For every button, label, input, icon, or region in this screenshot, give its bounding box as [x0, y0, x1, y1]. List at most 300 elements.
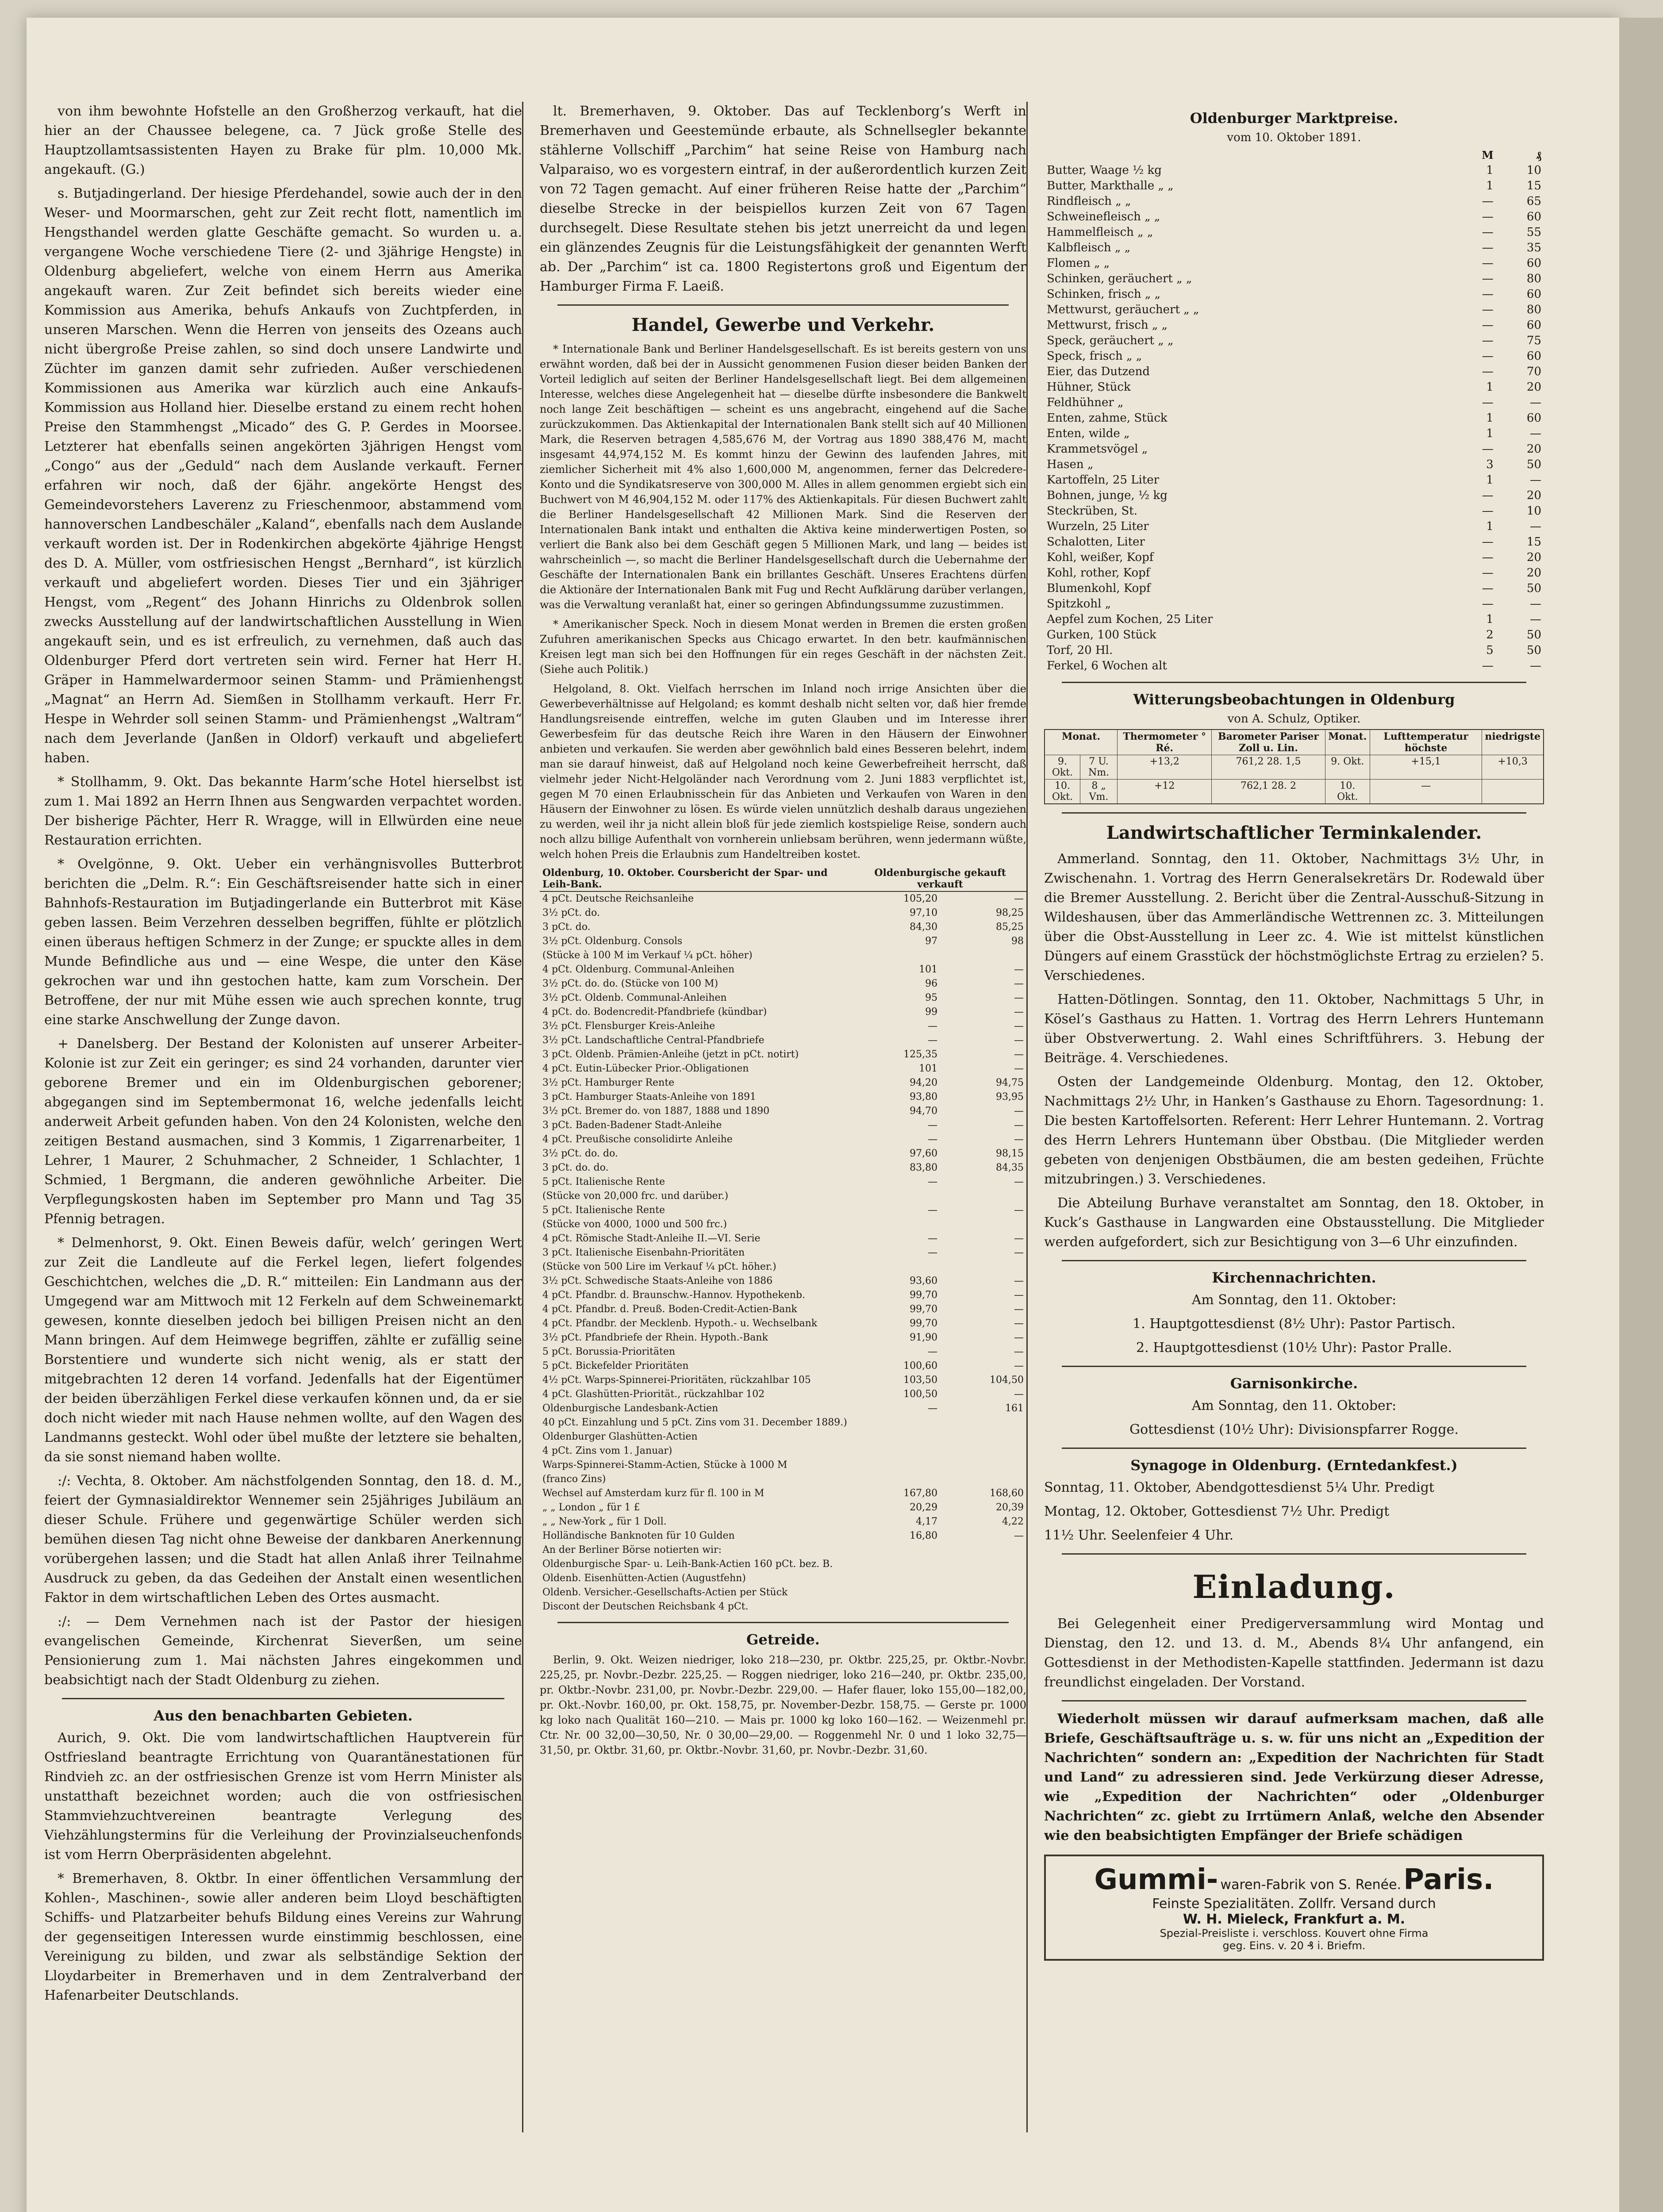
sell-price: —	[1014, 1006, 1024, 1018]
table-row	[1044, 488, 1544, 503]
table-row	[1044, 380, 1544, 395]
sell-price: —	[1014, 1176, 1024, 1187]
table-row	[1044, 287, 1544, 302]
market-item: Feldhühner „	[1047, 396, 1124, 409]
price-mark: —	[1482, 319, 1494, 332]
sell-price: 104,50	[990, 1375, 1024, 1386]
weather-cell: 762,1 28. 2	[1212, 780, 1325, 804]
market-date: vom 10. Oktober 1891.	[1227, 131, 1361, 144]
sell-price: 161	[1005, 1403, 1024, 1414]
price-pf: —	[1530, 613, 1541, 626]
table-row	[1044, 550, 1544, 565]
price-mark: —	[1482, 288, 1494, 301]
table-header: Oldenburg, 10. Oktober. Coursbericht der Spar- und Leih-Bank.	[540, 866, 854, 891]
article-paragraph: lt. Bremerhaven, 9. Oktober. Das auf Tecklenborg’s Werft in Bremerhaven und Geestemünde erbaute, als Schnellsegler bekannte stählerne Vollschiff „Parchim“ hat seine Reise von Hamburg nach Valparaiso, wo es vorgestern eintraf, in der außerordentlich kurzen Zeit von 72 Tagen gemacht. Auf einer früheren Reise hatte der „Parchim“ dieselbe Strecke in der beispiellos kurzen Zeit von 67 Tagen durchsegelt. Diese Resultate stehen bis jetzt unerreicht da und legen ein glänzendes Zeugnis für die Leistungsfähigkeit der genannten Werft ab. Der „Parchim“ ist ca. 1800 Registertons groß und Eigentum der Hamburger Firma F. Laeiß.	[540, 104, 1026, 294]
market-item: Blumenkohl, Kopf	[1047, 582, 1151, 595]
buy-price: —	[928, 1233, 938, 1244]
buy-price: 167,80	[903, 1488, 938, 1499]
buy-price	[854, 1430, 940, 1444]
sell-price: —	[1014, 893, 1024, 904]
sell-price	[940, 1557, 1026, 1571]
price-mark: —	[1482, 334, 1494, 347]
price-pf: 50	[1526, 458, 1541, 471]
weather-cell: 761,2 28. 1,5	[1212, 755, 1325, 780]
price-mark: —	[1482, 442, 1494, 456]
column-3	[1044, 102, 1544, 2132]
synagogue-line: Montag, 12. Oktober, Gottesdienst 7½ Uhr. Predigt	[1044, 1504, 1390, 1519]
buy-price: —	[928, 1247, 938, 1258]
buy-price: —	[928, 1346, 938, 1357]
price-mark: —	[1482, 349, 1494, 363]
ad-city: Paris.	[1403, 1863, 1494, 1896]
ad-line: geg. Eins. v. 20 ₰ i. Briefm.	[1222, 1939, 1366, 1952]
price-pf: —	[1530, 597, 1541, 611]
sell-price	[940, 1260, 1026, 1274]
synagogue-title: Synagoge in Oldenburg. (Erntedankfest.)	[1130, 1457, 1458, 1474]
sell-price: —	[1014, 1290, 1024, 1301]
table-row	[1044, 411, 1544, 426]
table-row	[1044, 643, 1544, 658]
price-mark: —	[1482, 303, 1494, 316]
article-paragraph: :/: — Dem Vernehmen nach ist der Pastor der hiesigen evangelischen Gemeinde, Kirchenrat Sieverßen, um seine Pensionierung zum 1. Mai nächsten Jahres eingekommen und beabsichtigt nach der Stadt Oldenburg zu ziehen.	[44, 1614, 522, 1688]
sell-price: —	[1014, 1049, 1024, 1060]
buy-price: 83,80	[910, 1162, 938, 1173]
column-2	[540, 102, 1026, 2132]
article-paragraph: + Danelsberg. Der Bestand der Kolonisten auf unserer Arbeiter-Kolonie ist zur Zeit ein geringer; es sind 24 vorhanden, darunter vier geborene Bremer und ein im Oldenburgischen geborener; abgegangen sind im Septembermonat 16, welche jedenfalls leicht anderweit Arbeit gefunden haben. Von den 24 Kolonisten, welche den zeitigen Bestand ausmachen, sind 3 Kommis, 1 Zigarrenarbeiter, 1 Lehrer, 1 Maurer, 2 Schuhmacher, 2 Schneider, 1 Schlachter, 1 Schmied, 1 Bergmann, die anderen gewöhnliche Arbeiter. Die Verpflegungskosten haben im September pro Mann und Tag 35 Pfennig betragen.	[44, 1036, 522, 1227]
table-header: niedrigste	[1482, 730, 1544, 755]
table-row	[540, 1331, 1026, 1345]
market-title: Oldenburger Marktpreise.	[1190, 110, 1398, 127]
table-row	[1044, 256, 1544, 271]
price-mark: —	[1482, 504, 1494, 518]
buy-price	[854, 1600, 940, 1614]
table-row	[540, 1557, 1026, 1571]
price-mark: 1	[1486, 380, 1494, 394]
price-mark: —	[1482, 241, 1494, 254]
buy-price: 97,60	[910, 1148, 938, 1159]
page-edge	[1619, 18, 1663, 2212]
ad-line: Feinste Spezialitäten. Zollfr. Versand durch	[1152, 1896, 1436, 1912]
sell-price: —	[1014, 1304, 1024, 1315]
security-name: 5 pCt. Italienische Rente	[542, 1176, 665, 1187]
buy-price	[854, 1217, 940, 1232]
table-row	[540, 1486, 1026, 1501]
article-paragraph: Berlin, 9. Okt. Weizen niedriger, loko 218—230, pr. Oktbr. 225,25, pr. Oktbr.-Novbr. 225,25, pr. Novbr.-Dezbr. 225,25. — Roggen niedriger, loko 216—240, pr. Oktbr. 235,00, pr. Oktbr.-Novbr. 231,00, pr. Novbr.-Dezbr. 229,00. — Hafer flauer, loko 155,00—182,00, pr. Okt.-Novbr. 160,00, pr. Okt. 158,75, pr. November-Dezbr. 158,75. — Gerste pr. 1000 kg loko nach Qualität 160—210. — Mais pr. 1000 kg loko 160—162. — Weizenmehl pr. Ctr. Nr. 00 32,00—30,50, Nr. 0 30,00—29,00. — Roggenmehl Nr. 0 und 1 loko 32,75—31,50, pr. Oktbr. 31,60, pr. Oktbr.-Novbr. 31,60, pr. Novbr.-Dezbr. 31,60.	[540, 1654, 1026, 1756]
article-paragraph: Aurich, 9. Okt. Die vom landwirtschaftlichen Hauptverein für Ostfriesland beantragte Errichtung von Quarantänestationen für Rindvieh zc. an der ostfriesischen Grenze ist vom Herrn Minister als unstatthaft bezeichnet worden; auch die von ostfriesischen Stammviehzuchtvereinen beantragte Verlegung des Viehzählungstermins für die Verleihung der Provinzialseuchenfonds ist vom Herrn Oberpräsidenten abgelehnt.	[44, 1730, 522, 1863]
garrison-line: Gottesdienst (10½ Uhr): Divisionspfarrer Rogge.	[1129, 1422, 1459, 1437]
market-item: Kartoffeln, 25 Liter	[1047, 473, 1160, 487]
price-mark: 1	[1486, 520, 1494, 533]
security-name: 3 pCt. do. do.	[542, 1162, 609, 1173]
market-item: Schweinefleisch „ „	[1047, 210, 1160, 223]
buy-price: 99	[925, 1006, 938, 1018]
section-divider	[1062, 1700, 1526, 1701]
article-paragraph: Ammerland. Sonntag, den 11. Oktober, Nachmittags 3½ Uhr, in Zwischenahn. 1. Vortrag des Herrn Generalsekretärs Dr. Rodewald über die Bremer Ausstellung. 2. Bericht über die Zentral-Ausschuß-Sitzung in Wildeshausen, über das Ammerländische Wettrennen zc. 3. Mitteilungen über die Obst-Ausstellung in Leer zc. 4. Wie ist mittelst künstlichen Düngers auf einem Grasstück der höchstmöglichste Ertrag zu erzielen? 5. Verschiedenes.	[1044, 851, 1544, 983]
sell-price: 98,25	[996, 907, 1024, 918]
price-pf: —	[1530, 520, 1541, 533]
table-row	[540, 1232, 1026, 1246]
price-pf: 15	[1526, 535, 1541, 549]
weather-cell: 8 „ Vm.	[1080, 780, 1117, 804]
security-name: 5 pCt. Bickefelder Prioritäten	[542, 1360, 689, 1371]
table-row	[1044, 426, 1544, 442]
sell-price: —	[1014, 1063, 1024, 1074]
security-name: 4 pCt. Pfandbr. d. Braunschw.-Hannov. Hypothekenb.	[542, 1290, 806, 1301]
buy-price: 96	[925, 978, 938, 989]
security-name: 5 pCt. Italienische Rente	[542, 1205, 665, 1216]
table-row	[540, 1373, 1026, 1387]
price-pf: 60	[1526, 257, 1541, 270]
article-paragraph: * Amerikanischer Speck. Noch in diesem Monat werden in Bremen die ersten großen Zufuhren amerikanischen Specks aus Chicago erwartet. In den betr. kaufmännischen Kreisen legt man sich bei den Hoffnungen für ein reges Geschäft in der nächsten Zeit. (Siehe auch Politik.)	[540, 618, 1026, 676]
market-item: Steckrüben, St.	[1047, 504, 1137, 518]
section-divider	[1062, 1366, 1526, 1367]
table-row	[540, 1501, 1026, 1515]
buy-price: 91,90	[910, 1332, 938, 1343]
security-name: 3½ pCt. Schwedische Staats-Anleihe von 1886	[542, 1275, 773, 1286]
market-item: Hasen „	[1047, 458, 1094, 471]
market-item: Wurzeln, 25 Liter	[1047, 520, 1149, 533]
weather-cell: —	[1370, 780, 1482, 804]
weather-cell: +10,3	[1482, 755, 1544, 780]
table-row	[540, 1571, 1026, 1586]
table-row	[1044, 163, 1544, 178]
table-row	[540, 1430, 1026, 1444]
sell-price: —	[1014, 1233, 1024, 1244]
table-row	[1044, 318, 1544, 333]
garrison-title: Garnisonkirche.	[1230, 1375, 1358, 1392]
sell-price: 94,75	[996, 1077, 1024, 1088]
table-row	[540, 991, 1026, 1005]
ad-line: W. H. Mieleck, Frankfurt a. M.	[1183, 1912, 1406, 1927]
table-row	[540, 1444, 1026, 1458]
market-item: Butter, Waage ½ kg	[1047, 164, 1162, 177]
market-price-table	[1044, 148, 1544, 674]
section-divider	[62, 1698, 504, 1699]
security-name: 40 pCt. Einzahlung und 5 pCt. Zins vom 31. December 1889.)	[542, 1417, 847, 1428]
table-row	[540, 1161, 1026, 1175]
price-mark: 1	[1486, 179, 1494, 192]
table-row	[1044, 519, 1544, 534]
sell-price	[940, 1458, 1026, 1472]
sell-price: —	[1014, 1275, 1024, 1286]
price-mark: 1	[1486, 427, 1494, 440]
table-row	[540, 1359, 1026, 1373]
table-row	[540, 1019, 1026, 1033]
security-name: 3 pCt. Hamburger Staats-Anleihe von 1891	[542, 1091, 757, 1102]
table-row	[1044, 534, 1544, 550]
price-mark: —	[1482, 272, 1494, 285]
invitation-text: Bei Gelegenheit einer Predigerversammlung wird Montag und Dienstag, den 12. und 13. d. M., Abends 8¼ Uhr anfangend, ein Gottesdienst in der Methodisten-Kapelle stattfinden. Jedermann ist dazu freundlichst eingeladen. Der Vorstand.	[1044, 1616, 1544, 1690]
buy-price: 94,20	[910, 1077, 938, 1088]
security-name: (Stücke à 100 M im Verkauf ¼ pCt. höher)	[542, 950, 753, 961]
weather-cell: 7 U. Nm.	[1080, 755, 1117, 780]
section-divider	[557, 1622, 1009, 1623]
table-row	[540, 1317, 1026, 1331]
sell-price	[940, 1430, 1026, 1444]
table-row	[540, 1416, 1026, 1430]
sell-price: —	[1014, 1332, 1024, 1343]
price-mark: —	[1482, 551, 1494, 564]
market-item: Ferkel, 6 Wochen alt	[1047, 659, 1167, 672]
table-row	[540, 1387, 1026, 1402]
table-row	[540, 906, 1026, 920]
price-pf: 20	[1526, 442, 1541, 456]
security-name: 3 pCt. do.	[542, 922, 591, 933]
sell-price	[940, 1600, 1026, 1614]
table-row	[540, 1472, 1026, 1486]
buy-price: —	[928, 1205, 938, 1216]
article-paragraph: * Internationale Bank und Berliner Handelsgesellschaft. Es ist bereits gestern von uns erwähnt worden, daß bei der in Aussicht genommenen Fusion dieser beiden Banken der Vorteil lediglich auf seiten der Berliner Handelsgesellschaft liegt. Bei dem allgemeinen Interesse, welches diese Angelegenheit hat — dieselbe dürfte insbesondere die Bankwelt noch lange Zeit beschäftigen — scheint es uns angebracht, eingehend auf die Sache zurückzukommen. Das Aktienkapital der Internationalen Bank stellt sich auf 40 Millionen Mark, die Reserven betragen 4,585,676 M, der Vortrag aus 1890 388,476 M, macht insgesamt 44,974,152 M. Es kommt hinzu der Gewinn des laufenden Jahres, mit ziemlicher Sicherheit mit 4% also 1,600,000 M, angenommen, ferner das Delcredere-Konto und die Syndikatsreserve von 300,000 M. Alles in allem genommen ergiebt sich ein Buchwert von M 46,904,152 M. oder 117% des Aktienkapitals. Für diesen Buchwert zahlt die Berliner Handelsgesellschaft 42 Millionen Mark. Sind die Reserven der Internationalen Bank intakt und enthalten die Aktiva keine minderwertigen Posten, so verliert die Bank also bei dem Geschäft gegen 5 Millionen Mark, und lang — beides ist wahrscheinlich —, so macht die Berliner Handelsgesellschaft durch die Uebernahme der Geschäfte der Internationalen Bank ein brillantes Geschäft. Unseres Erachtens dürfen die Aktionäre der Internationalen Bank mit Fug und Recht Aufklärung darüber verlangen, was die Verwaltung veranlaßt hat, einer so geringen Abfindungssumme zuzustimmen.	[540, 343, 1026, 611]
market-item: Speck, frisch „ „	[1047, 349, 1142, 363]
price-mark: —	[1482, 396, 1494, 409]
security-name: An der Berliner Börse notierten wir:	[542, 1544, 722, 1555]
price-pf: 60	[1526, 349, 1541, 363]
sell-price: 84,35	[996, 1162, 1024, 1173]
price-mark: —	[1482, 566, 1494, 580]
market-item: Butter, Markthalle „ „	[1047, 179, 1174, 192]
sell-price	[940, 1571, 1026, 1586]
table-header: Thermometer ° Ré.	[1118, 730, 1212, 755]
buy-price	[854, 1189, 940, 1203]
sell-price: —	[1014, 1346, 1024, 1357]
article-paragraph: Die Abteilung Burhave veranstaltet am Sonntag, den 18. Oktober, in Kuck’s Gasthause in Langwarden eine Obstausstellung. Die Mitglieder werden aufgefordert, sich zur Besichtigung von 3—6 Uhr einzufinden.	[1044, 1195, 1544, 1250]
security-name: 4 pCt. Pfandbr. d. Preuß. Boden-Credit-Actien-Bank	[542, 1304, 797, 1315]
buy-price: —	[928, 1134, 938, 1145]
security-name: Oldenb. Eisenhütten-Actien (Augustfehn)	[542, 1573, 746, 1584]
security-name: (Stücke von 500 Lire im Verkauf ¼ pCt. höher.)	[542, 1261, 776, 1272]
table-header: Oldenburgische gekauft verkauft	[854, 866, 1026, 891]
section-title: Getreide.	[746, 1631, 820, 1648]
sell-price: —	[1014, 1247, 1024, 1258]
security-name: (franco Zins)	[542, 1474, 606, 1485]
sell-price: 85,25	[996, 922, 1024, 933]
table-row	[540, 920, 1026, 934]
buy-price: 94,70	[910, 1106, 938, 1117]
price-pf: 20	[1526, 489, 1541, 502]
weather-cell: 9. Okt.	[1325, 755, 1370, 780]
weather-cell: +15,1	[1370, 755, 1482, 780]
price-pf: 60	[1526, 319, 1541, 332]
church-line: Am Sonntag, den 11. Oktober:	[1191, 1292, 1397, 1308]
security-name: 3½ pCt. Oldenb. Communal-Anleihen	[542, 992, 727, 1003]
table-row	[540, 1062, 1026, 1076]
buy-price: 93,60	[910, 1275, 938, 1286]
table-header: Monat.	[1045, 730, 1118, 755]
buy-price: 4,17	[916, 1516, 938, 1527]
security-name: 4 pCt. Pfandbr. der Mecklenb. Hypoth.- u. Wechselbank	[542, 1318, 818, 1329]
church-line: 2. Hauptgottesdienst (10½ Uhr): Pastor Pralle.	[1136, 1340, 1452, 1356]
buy-price: 105,20	[903, 893, 938, 904]
market-item: Schinken, frisch „ „	[1047, 288, 1161, 301]
price-pf: 50	[1526, 644, 1541, 657]
buy-price: 103,50	[903, 1375, 938, 1386]
price-mark: 2	[1486, 628, 1494, 641]
weather-cell: 10. Okt.	[1325, 780, 1370, 804]
ad-brand: Gummi-	[1094, 1863, 1218, 1896]
price-pf: 50	[1526, 628, 1541, 641]
buy-price: 101	[919, 1063, 938, 1074]
table-header: Barometer Pariser Zoll u. Lin.	[1212, 730, 1325, 755]
table-row	[540, 1529, 1026, 1543]
security-name: Oldenb. Versicher.-Gesellschafts-Actien per Stück	[542, 1587, 788, 1598]
synagogue-line: Sonntag, 11. Oktober, Abendgottesdienst 5¼ Uhr. Predigt	[1044, 1480, 1434, 1495]
table-row	[1044, 271, 1544, 287]
price-mark: 3	[1486, 458, 1494, 471]
security-name: Discont der Deutschen Reichsbank 4 pCt.	[542, 1601, 749, 1612]
table-row	[540, 1515, 1026, 1529]
market-item: Bohnen, junge, ½ kg	[1047, 489, 1168, 502]
table-row	[540, 1189, 1026, 1203]
sell-price: 168,60	[990, 1488, 1024, 1499]
buy-price: 16,80	[910, 1530, 938, 1541]
buy-price	[854, 1586, 940, 1600]
sell-price: —	[1014, 992, 1024, 1003]
buy-price	[854, 1260, 940, 1274]
price-mark: 1	[1486, 613, 1494, 626]
table-row	[540, 1076, 1026, 1090]
security-name: 4½ pCt. Warps-Spinnerei-Prioritäten, rückzahlbar 105	[542, 1375, 811, 1386]
security-name: „ „ London „ für 1 £	[542, 1502, 640, 1513]
security-name: 3 pCt. Oldenb. Prämien-Anleihe (jetzt in pCt. notirt)	[542, 1049, 799, 1060]
security-name: 4 pCt. Oldenburg. Communal-Anleihen	[542, 964, 735, 975]
table-row	[540, 1302, 1026, 1317]
buy-price	[854, 1472, 940, 1486]
price-pf: 20	[1526, 551, 1541, 564]
table-row	[540, 1175, 1026, 1189]
weather-cell: 10. Okt.	[1045, 780, 1080, 804]
table-row	[1044, 302, 1544, 318]
market-item: Spitzkohl „	[1047, 597, 1111, 611]
article-paragraph: * Stollhamm, 9. Okt. Das bekannte Harm’sche Hotel hierselbst ist zum 1. Mai 1892 an Herrn Ihnen aus Sengwarden verpachtet worden. Der bisherige Pächter, Herr R. Wragge, will in Ellwürden eine neue Restauration errichten.	[44, 774, 522, 848]
price-pf: 35	[1526, 241, 1541, 254]
security-name: 4 pCt. Deutsche Reichsanleihe	[542, 893, 694, 904]
security-name: 4 pCt. Glashütten-Priorität., rückzahlbar 102	[542, 1389, 765, 1400]
market-item: Schalotten, Liter	[1047, 535, 1145, 549]
table-row	[540, 1288, 1026, 1302]
market-item: Kohl, rother, Kopf	[1047, 566, 1150, 580]
section-divider	[1062, 1448, 1526, 1449]
security-name: Oldenburgische Landesbank-Actien	[542, 1403, 718, 1414]
market-item: Mettwurst, geräuchert „ „	[1047, 303, 1199, 316]
market-item: Hühner, Stück	[1047, 380, 1131, 394]
section-title: Handel, Gewerbe und Verkehr.	[631, 315, 935, 335]
table-row	[1044, 503, 1544, 519]
sell-price: —	[1014, 1021, 1024, 1032]
buy-price: 100,50	[903, 1389, 938, 1400]
security-name: Oldenburger Glashütten-Actien	[542, 1431, 698, 1442]
market-item: Rindfleisch „ „	[1047, 195, 1131, 208]
buy-price: 93,80	[910, 1091, 938, 1102]
table-row	[1044, 209, 1544, 225]
buy-price: 125,35	[903, 1049, 938, 1060]
buy-price: 97	[925, 936, 938, 947]
unit-pf: ₰	[1536, 149, 1541, 161]
table-row	[1044, 612, 1544, 627]
security-name: Warps-Spinnerei-Stamm-Actien, Stücke à 1000 M	[542, 1459, 787, 1471]
table-row	[1044, 457, 1544, 472]
security-name: 3½ pCt. Hamburger Rente	[542, 1077, 675, 1088]
sell-price	[940, 1217, 1026, 1232]
security-name: 3½ pCt. Landschaftliche Central-Pfandbriefe	[542, 1035, 764, 1046]
table-row	[540, 1458, 1026, 1472]
weather-title: Witterungsbeobachtungen in Oldenburg	[1133, 691, 1455, 708]
security-name: 3½ pCt. do. do.	[542, 1148, 618, 1159]
sell-price: —	[1014, 1360, 1024, 1371]
price-pf: 20	[1526, 380, 1541, 394]
garrison-line: Am Sonntag, den 11. Oktober:	[1191, 1398, 1397, 1413]
security-name: Oldenburgische Spar- u. Leih-Bank-Actien 160 pCt. bez. B.	[542, 1559, 833, 1570]
buy-price: 99,70	[910, 1290, 938, 1301]
column-rule	[522, 102, 523, 2132]
article-paragraph: * Ovelgönne, 9. Okt. Ueber ein verhängnisvolles Butterbrot berichten die „Delm. R.“: Ein Geschäftsreisender hatte sich in einer Bahnhofs-Restauration im Butjadingerlande ein Butterbrot mit Käse geben lassen. Beim Verzehren desselben begriffen, fühlte er plötzlich einen überaus heftigen Schmerz in der Zunge; er spuckte alles in dem Munde Befindliche aus und — eine Wespe, die unter den Käse gekrochen war und ihn gestochen hatte, kam zum Vorschein. Der Betroffene, der nur mit Mühe essen wie auch sprechen konnte, trug eine starke Anschwellung der Zunge davon.	[44, 856, 522, 1028]
buy-price: 95	[925, 992, 938, 1003]
table-row	[1044, 472, 1544, 488]
sell-price: —	[1014, 1134, 1024, 1145]
security-name: (Stücke von 4000, 1000 und 500 frc.)	[542, 1219, 727, 1230]
unit-mark: M	[1482, 149, 1494, 161]
section-divider	[1062, 682, 1526, 683]
ad-company: waren-Fabrik von S. Renée.	[1220, 1877, 1402, 1893]
buy-price: 100,60	[903, 1360, 938, 1371]
security-name: „ „ New-York „ für 1 Doll.	[542, 1516, 667, 1527]
bank-course-table	[540, 866, 1026, 1614]
security-name: 4 pCt. Eutin-Lübecker Prior.-Obligationen	[542, 1063, 749, 1074]
security-name: 3½ pCt. do.	[542, 907, 600, 918]
price-mark: —	[1482, 489, 1494, 502]
price-pf: —	[1530, 396, 1541, 409]
table-row	[540, 1048, 1026, 1062]
sell-price: 20,39	[996, 1502, 1024, 1513]
security-name: (Stücke von 20,000 frc. und darüber.)	[542, 1190, 729, 1202]
table-row	[540, 1600, 1026, 1614]
invitation-title: Einladung.	[1192, 1568, 1396, 1605]
sell-price: —	[1014, 1035, 1024, 1046]
table-row	[1044, 596, 1544, 612]
price-pf: 80	[1526, 272, 1541, 285]
table-row	[540, 1586, 1026, 1600]
weather-cell: +12	[1118, 780, 1212, 804]
sell-price: 93,95	[996, 1091, 1024, 1102]
table-row	[1044, 364, 1544, 380]
table-row	[1044, 178, 1544, 194]
price-mark: —	[1482, 226, 1494, 239]
market-item: Torf, 20 Hl.	[1047, 644, 1113, 657]
price-mark: —	[1482, 659, 1494, 672]
table-row	[540, 1005, 1026, 1019]
sell-price: —	[1014, 1120, 1024, 1131]
market-item: Kalbfleisch „ „	[1047, 241, 1131, 254]
weather-table	[1044, 729, 1544, 804]
article-paragraph: von ihm bewohnte Hofstelle an den Großherzog verkauft, hat die hier an der Chaussee belegene, ca. 7 Jück große Stelle des Hauptzollamtsassistenten Hayen zu Brake für plm. 10,000 Mk. angekauft. (G.)	[44, 104, 522, 177]
buy-price: 101	[919, 964, 938, 975]
sell-price: 98,15	[996, 1148, 1024, 1159]
sell-price	[940, 1586, 1026, 1600]
security-name: 3½ pCt. Oldenburg. Consols	[542, 936, 683, 947]
table-row	[540, 1133, 1026, 1147]
section-title: Aus den benachbarten Gebieten.	[154, 1707, 413, 1724]
buy-price	[854, 1458, 940, 1472]
sell-price: —	[1014, 978, 1024, 989]
church-title: Kirchennachrichten.	[1212, 1269, 1376, 1286]
table-header: Monat.	[1325, 730, 1370, 755]
market-item: Flomen „ „	[1047, 257, 1110, 270]
buy-price: —	[928, 1403, 938, 1414]
price-pf: —	[1530, 659, 1541, 672]
table-row	[540, 1217, 1026, 1232]
security-name: 3½ pCt. Pfandbriefe der Rhein. Hypoth.-Bank	[542, 1332, 768, 1343]
sell-price	[940, 1189, 1026, 1203]
article-paragraph: * Delmenhorst, 9. Okt. Einen Beweis dafür, welch’ geringen Wert zur Zeit die Landleute auf die Ferkel legen, liefert folgendes Geschichtchen, welches die „D. R.“ mitteilen: Ein Landmann aus der Umgegend war am Mittwoch mit 12 Ferkeln auf dem Schweinemarkt gewesen, konnte dieselben jedoch bei billigen Preisen nicht an den Mann bringen. Auf dem Heimwege begriffen, zählte er zufällig seine Borstentiere und wunderte sich nicht wenig, als er statt der mitgebrachten 12 deren 14 vorfand. Jedenfalls hat der Eigentümer der beiden überzähligen Ferkel diese verkaufen können und, da er sie doch nicht wieder mit nach Hause nehmen wollte, auf den Wagen des Landmanns gesteckt. Wohl oder übel mußte der letztere sie behalten, da sie sonst niemand haben wollte.	[44, 1235, 522, 1465]
